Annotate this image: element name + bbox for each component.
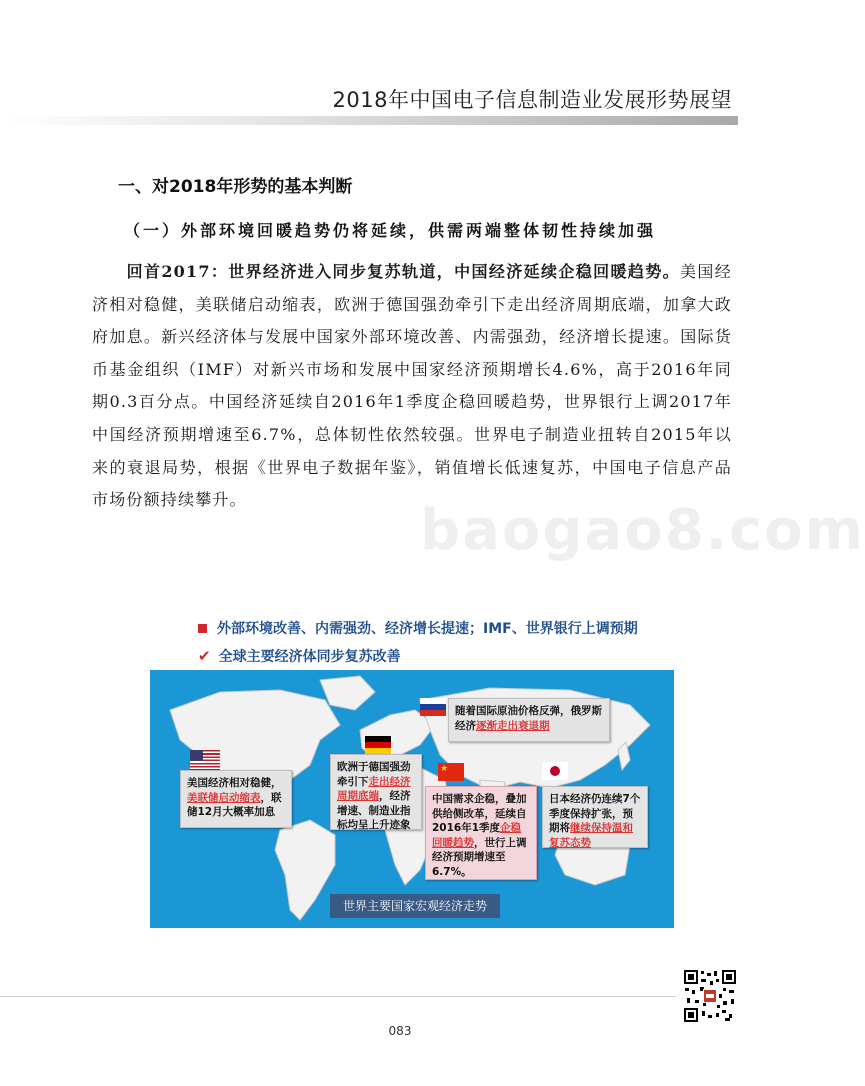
callout-usa-text: 美国经济相对稳健， — [187, 777, 282, 789]
figure-bullet-2 — [198, 646, 401, 666]
callout-germany-text-end: ，经济增速、制造业指标均呈上升迹象 — [337, 790, 411, 831]
section-heading: 一、对2018年形势的基本判断 — [118, 177, 353, 197]
callout-usa-highlight: 美联储启动缩表 — [187, 791, 261, 804]
body-text: 美国经济相对稳健，美联储启动缩表，欧洲于德国强劲牵引下走出经济周期底端，加拿大政府加息。新兴经济体与发展中国家外部环境改善、内需强劲，经济增长提速。国际货币基金组织（IMF）对新兴市场和发展中国家经济预期增长4.6%，高于2016年同期0.3百分点。中国经济延续自2016年1季度企稳回暖趋势，世界银行上调2017年中国经济预期增速至6.7%，总体韧性依然较强。世界电子制造业扭转自2015年以来的衰退局势，根据《世界电子数据年鉴》，销值增长低速复苏，中国电子信息产品市场份额持续攀升。 — [92, 262, 732, 510]
running-header-title: 2018年中国电子信息制造业发展形势展望 — [332, 88, 732, 112]
figure-bullet-1 — [198, 618, 638, 638]
callout-germany-highlight: 走出经济周期底端 — [337, 775, 411, 802]
qr-code-icon — [683, 969, 737, 1023]
red-square-bullet-icon — [198, 624, 207, 633]
sub-heading: （一）外部环境回暖趋势仍将延续，供需两端整体韧性持续加强 — [124, 221, 657, 240]
watermark-text: baogao8.com — [420, 498, 865, 563]
body-paragraph — [92, 256, 732, 517]
usa-flag-icon — [190, 750, 220, 770]
checkmark-icon: ✔ — [198, 647, 211, 665]
body-lead-sentence: 回首2017：世界经济进入同步复苏轨道，中国经济延续企稳回暖趋势。 — [126, 262, 681, 281]
header-gradient-bar — [0, 116, 738, 125]
figure-bullet-1-text: 外部环境改善、内需强劲、经济增长提速；IMF、世界银行上调预期 — [217, 621, 638, 637]
callout-china — [425, 786, 537, 880]
callout-russia-text: 随着国际原油价格反弹，俄罗斯经济 — [455, 705, 602, 732]
footer-divider — [0, 996, 676, 997]
callout-germany — [330, 754, 422, 830]
callout-russia — [448, 698, 610, 742]
callout-china-text-end: ，世行上调经济预期增速至6.7%。 — [432, 836, 527, 878]
figure-bullet-2-text: 全球主要经济体同步复苏改善 — [218, 649, 401, 665]
callout-japan — [542, 786, 648, 848]
world-map-figure — [150, 670, 674, 928]
callout-russia-highlight: 逐渐走出衰退期 — [476, 719, 550, 732]
callout-usa — [180, 770, 292, 828]
germany-flag-icon — [365, 736, 391, 754]
callout-germany-text: 欧洲于德国强劲牵引下 — [337, 761, 411, 788]
page-number: 083 — [388, 1024, 412, 1038]
map-caption: 世界主要国家宏观经济走势 — [330, 894, 500, 918]
russia-flag-icon — [420, 698, 446, 716]
callout-japan-highlight: 继续保持温和复苏态势 — [549, 822, 633, 849]
callout-china-text: 中国需求企稳，叠加供给侧改革，延续自2016年1季度 — [432, 793, 527, 834]
china-flag-icon: ★ — [438, 763, 464, 781]
japan-flag-icon — [542, 762, 568, 780]
callout-china-highlight: 企稳回暖趋势 — [432, 822, 522, 849]
callout-usa-text-end: ，联储12月大概率加息 — [187, 791, 282, 818]
callout-japan-text: 日本经济仍连续7个季度保持扩张，预期将 — [549, 793, 641, 834]
